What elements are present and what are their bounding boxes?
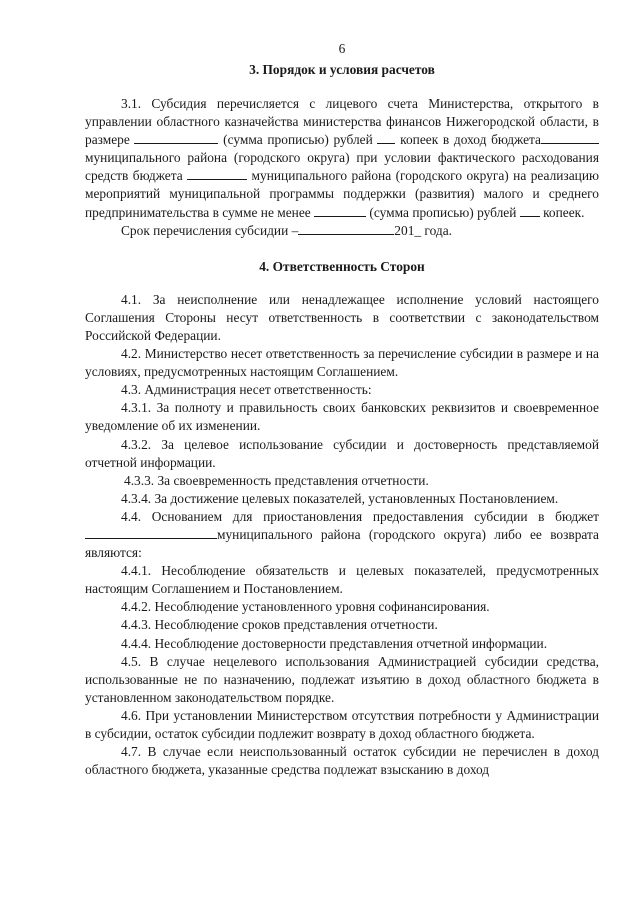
text-segment: муниципального района (городского округа) на реализацию мероприятий муниципальной программы поддержки (развития) малого и среднего предпринимательства в сумме не менее: [85, 168, 599, 220]
paragraph-4-4-1: 4.4.1. Несоблюдение обязательств и целевых показателей, предусмотренных настоящим Соглашением и Постановлением.: [85, 563, 599, 597]
paragraph-4-1: 4.1. За неисполнение или ненадлежащее исполнение условий настоящего Соглашения Стороны несут ответственность в соответствии с законодательством Российской Федерации.: [85, 291, 599, 343]
text-segment: (сумма прописью) рублей: [218, 132, 378, 148]
paragraph-4-4-2: 4.4.2. Несоблюдение установленного уровня софинансирования.: [121, 599, 490, 615]
paragraph-4-3-2: 4.3.2. За целевое использование субсидии и достоверность представляемой отчетной информации.: [85, 436, 599, 470]
paragraph-4-6: 4.6. При установлении Министерством отсутствия потребности у Администрации в субсидии, остаток субсидии подлежит возврату в доход областного бюджета.: [85, 707, 599, 741]
paragraph-4-4: [85, 508, 599, 562]
section-4-heading: 4. Ответственность Сторон: [259, 258, 425, 274]
paragraph-4-2: 4.2. Министерство несет ответственность за перечисление субсидии в размере и на условиях, предусмотренных настоящим Соглашением.: [85, 346, 599, 380]
paragraph-4-3-4: 4.3.4. За достижение целевых показателей, установленных Постановлением.: [121, 490, 559, 506]
paragraph-4-4-4: 4.4.4. Несоблюдение достоверности представления отчетной информации.: [121, 635, 548, 651]
paragraph-4-3-1: 4.3.1. За полноту и правильность своих банковских реквизитов и своевременное уведомление об их изменении.: [85, 400, 599, 434]
paragraph-3-1: [85, 95, 599, 222]
blank-budget-name-field[interactable]: [85, 526, 217, 539]
text-segment: 201_ года.: [394, 222, 452, 238]
blank-kopecks-field-2[interactable]: [520, 204, 540, 217]
blank-min-amount-field[interactable]: [314, 204, 366, 217]
blank-date-field[interactable]: [298, 222, 394, 235]
text-segment: муниципального района (городского округа) либо ее возврата являются:: [85, 526, 599, 561]
text-segment: копеек в доход бюджета: [395, 132, 541, 148]
document-page: [85, 40, 599, 779]
text-segment: (сумма прописью) рублей: [366, 204, 520, 220]
section-3-heading: 3. Порядок и условия расчетов: [249, 62, 435, 77]
paragraph-4-3: 4.3. Администрация несет ответственность:: [121, 382, 372, 398]
blank-kopecks-field[interactable]: [377, 131, 395, 144]
paragraph-4-7: 4.7. В случае если неиспользованный остаток субсидии не перечислен в доход областного бюджета, указанные средства подлежат взысканию в доход: [85, 744, 599, 778]
text-segment: Срок перечисления субсидии –: [121, 222, 299, 238]
text-segment: копеек.: [539, 204, 585, 220]
page-number: 6: [338, 41, 346, 56]
text-segment: 4.4. Основанием для приостановления предоставления субсидии в бюджет: [121, 508, 599, 524]
paragraph-4-3-3: 4.3.3. За своевременность представления отчетности.: [124, 472, 429, 488]
paragraph-4-5: 4.5. В случае нецелевого использования Администрацией субсидии средства, использованные не по назначению, подлежат изъятию в доход областного бюджета в установленном законодательством порядке.: [85, 653, 599, 705]
text-segment: 3.1. Субсидия перечисляется с лицевого счета Министерства, открытого в управлении областного казначейства министерства финансов Нижегородской области, в размере: [85, 96, 599, 148]
blank-budget-field-2[interactable]: [187, 167, 247, 180]
text-segment: муниципального района (городского округа) при условии фактического расходования средств бюджета: [85, 150, 599, 184]
paragraph-4-4-3: 4.4.3. Несоблюдение сроков представления отчетности.: [121, 617, 438, 633]
blank-budget-field[interactable]: [541, 131, 599, 144]
paragraph-transfer-date: [85, 222, 599, 240]
blank-amount-field[interactable]: [134, 131, 218, 144]
